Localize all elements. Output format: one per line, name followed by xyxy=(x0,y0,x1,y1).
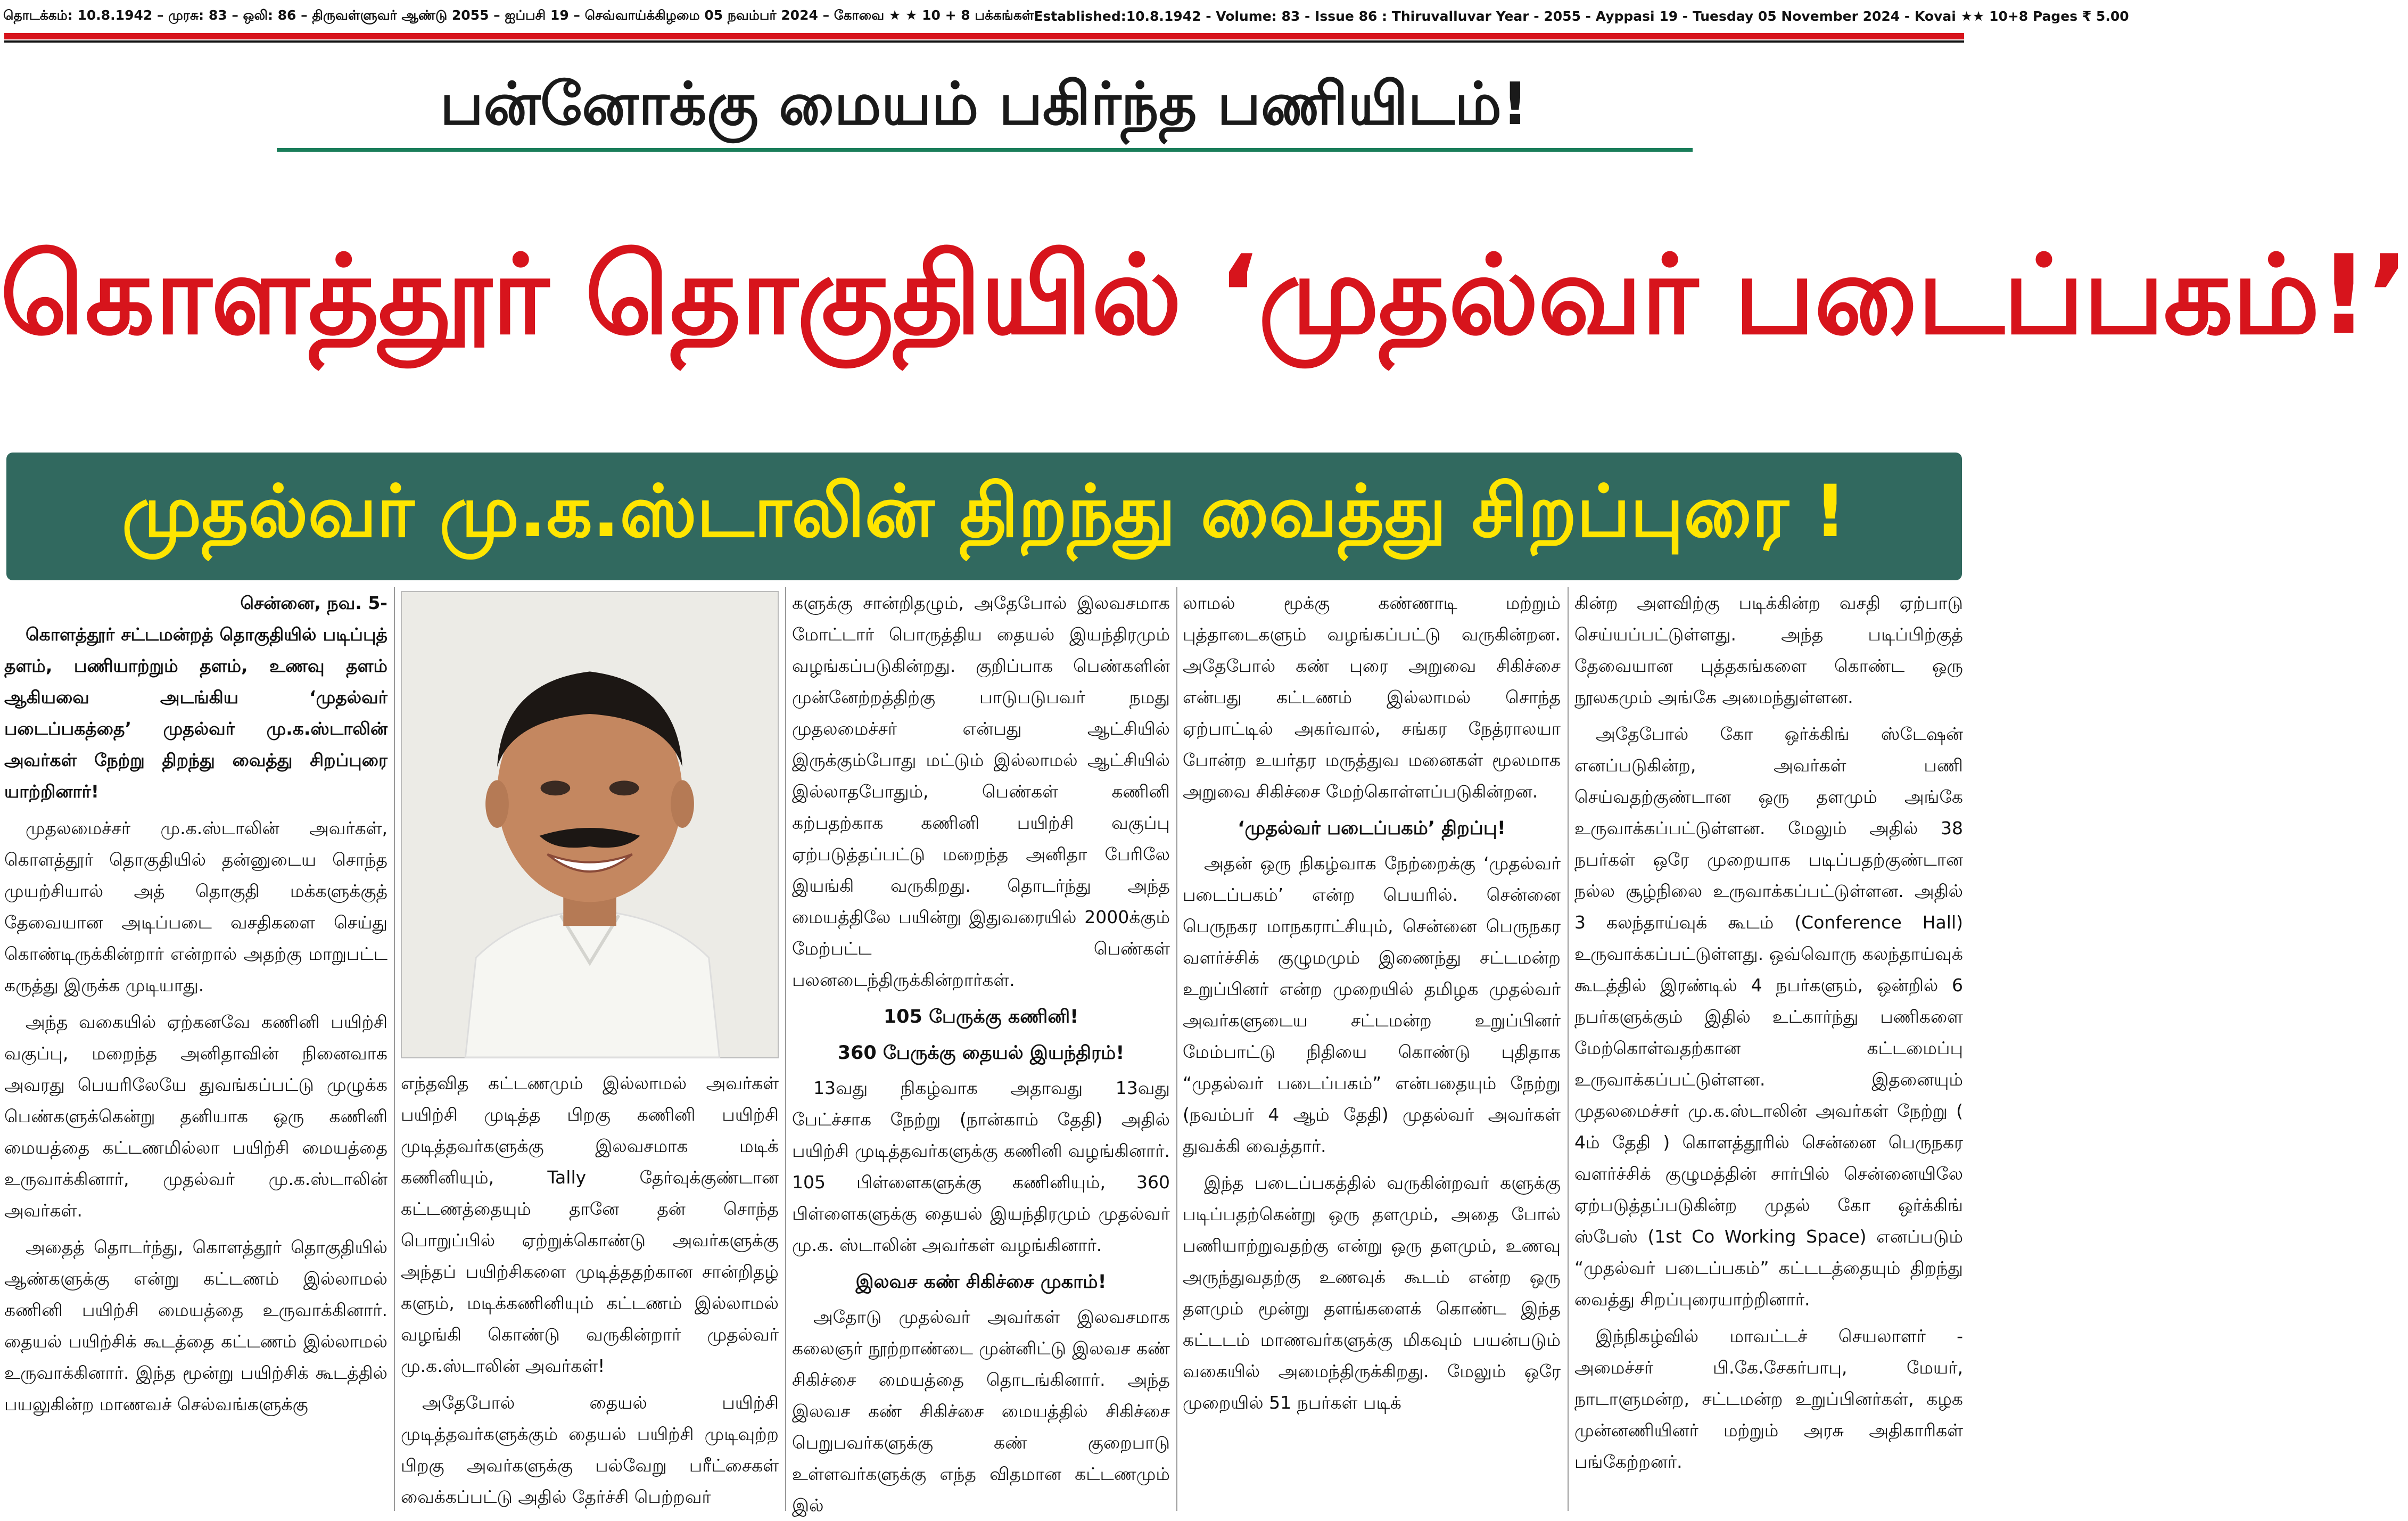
dateline: சென்னை, நவ. 5- xyxy=(240,593,387,613)
article-column-4 xyxy=(1183,587,1561,1511)
paragraph: எந்தவித கட்டணமும் இல்லாமல் அவர்கள் பயிற்சி முடித்த பிறகு கணினி பயிற்சி முடித்தவர்களுக்கு இலவசமாக மடிக் கணினியும், Tally தேர்வுக்குண்டான கட்டணத்தையும் தானே தன் சொந்த பொறுப்பில் ஏற்றுக்கொண்டு அவர்களுக்கு அந்தப் பயிற்சிகளை முடித்ததற்கான சான்றிதழ் களும், மடிக்கணினியும் கட்டணம் இல்லாமல் வழங்கி கொண்டு வருகின்றார் முதல்வர் மு.க.ஸ்டாலின் அவர்கள்! xyxy=(401,1073,779,1376)
column-divider xyxy=(785,587,786,1511)
paragraph: இந்த படைப்பகத்தில் வருகின்றவர் களுக்கு படிப்பதற்கென்று ஒரு தளமும், அதை போல் பணியாற்றுவதற்கு என்று ஒரு தளமும், உணவு அருந்துவதற்கு உணவுக் கூடம் என்ற ஒரு தளமும் மூன்று தளங்களைக் கொண்ட இந்த கட்டடம் மாணவர்களுக்கு மிகவும் பயன்படும் வகையில் அமைந்திருக்கிறது. மேலும் ஒரே முறையில் 51 நபர்கள் படிக் xyxy=(1183,1172,1561,1413)
column-divider xyxy=(1568,587,1569,1511)
portrait-illustration xyxy=(402,592,778,1057)
masthead xyxy=(0,0,2129,32)
article-column-3 xyxy=(792,587,1170,1516)
subhead-banner xyxy=(6,453,1962,580)
masthead-tamil: தொடக்கம்: 10.8.1942 – முரசு: 83 – ஒலி: 86 – திருவள்ளுவர் ஆண்டு 2055 – ஐப்பசி 19 – செவ்வாய்க்கிழமை 05 நவம்பர் 2024 – கோவை ★ ★ 10 + 8 பக்கங்கள் xyxy=(3,7,1034,23)
article-column-2 xyxy=(401,1067,779,1511)
paragraph: இந்நிகழ்வில் மாவட்டச் செயலாளர் - அமைச்சர் பி.கே.சேகர்பாபு, மேயர், நாடாளுமன்ற, சட்டமன்ற உறுப்பினர்கள், கழக முன்னணியினர் மற்றும் அரசு அதிகாரிகள் பங்கேற்றனர். xyxy=(1574,1326,1963,1472)
masthead-black-rule xyxy=(4,40,1964,43)
article-lede: கொளத்தூர் சட்டமன்றத் தொகுதியில் படிப்புத் தளம், பணியாற்றும் தளம், உணவு தளம் ஆகியவை அடங்கிய ‘முதல்வர் படைப்பகத்தை’ முதல்வர் மு.க.ஸ்டாலின் அவர்கள் நேற்று திறந்து வைத்து சிறப்புரை யாற்றினார்! xyxy=(4,624,387,802)
paragraph: லாமல் மூக்கு கண்ணாடி மற்றும் புத்தாடைகளும் வழங்கப்பட்டு வருகின்றன. அதேபோல் கண் புரை அறுவை சிகிச்சை என்பது கட்டணம் இல்லாமல் சொந்த ஏற்பாட்டில் அகர்வால், சங்கர நேத்ராலயா போன்ற உயர்தர மருத்துவ மனைகள் மூலமாக அறுவை சிகிச்சை மேற்கொள்ளப்படுகின்றன. xyxy=(1183,593,1561,802)
portrait-photo xyxy=(401,591,779,1058)
kicker-underline xyxy=(277,148,1693,152)
paragraph: களுக்கு சான்றிதழும், அதேபோல் இலவசமாக மோட்டார் பொருத்திய தையல் இயந்திரமும் வழங்கப்படுகின்றது. குறிப்பாக பெண்களின் முன்னேற்றத்திற்கு பாடுபடுபவர் நமது முதலமைச்சர் என்பது ஆட்சியில் இருக்கும்போது மட்டும் இல்லாமல் ஆட்சியில் இல்லாதபோதும், பெண்கள் கணினி கற்பதற்காக கணினி பயிற்சி வகுப்பு ஏற்படுத்தப்பட்டு மறைந்த அனிதா பேரிலே இயங்கி வருகிறது. தொடர்ந்து அந்த மையத்திலே பயின்று இதுவரையில் 2000க்கும் மேற்பட்ட பெண்கள் பலனடைந்திருக்கின்றார்கள். xyxy=(792,593,1170,990)
paragraph: 13வது நிகழ்வாக அதாவது 13வது பேட்ச்சாக நேற்று (நான்காம் தேதி) அதில் பயிற்சி முடித்தவர்களுக்கு கணினி வழங்கினார். 105 பிள்ளைகளுக்கு கணினியும், 360 பிள்ளைகளுக்கு தையல் இயந்திரமும் முதல்வர் மு.க. ஸ்டாலின் அவர்கள் வழங்கினார். xyxy=(792,1078,1170,1255)
paragraph: அதோடு முதல்வர் அவர்கள் இலவசமாக கலைஞர் நூற்றாண்டை முன்னிட்டு இலவச கண் சிகிச்சை மையத்தை தொடங்கினார். அந்த இலவச கண் சிகிச்சை மையத்தில் சிகிச்சை பெறுபவர்களுக்கு கண் குறைபாடு உள்ளவர்களுக்கு எந்த விதமான கட்டணமும் இல் xyxy=(792,1306,1170,1516)
subheading: 360 பேருக்கு தையல் இயந்திரம்! xyxy=(837,1042,1125,1064)
paragraph: முதலமைச்சர் மு.க.ஸ்டாலின் அவர்கள், கொளத்தூர் தொகுதியில் தன்னுடைய சொந்த முயற்சியால் அத் தொகுதி மக்களுக்குத் தேவையான அடிப்படை வசதிகளை செய்து கொண்டிருக்கின்றார் என்றால் அதற்கு மாறுபட்ட கருத்து இருக்க முடியாது. xyxy=(4,818,387,996)
kicker-headline: பன்னோக்கு மையம் பகிர்ந்த பணியிடம்! xyxy=(440,70,1529,138)
paragraph: கின்ற அளவிற்கு படிக்கின்ற வசதி ஏற்பாடு செய்யப்பட்டுள்ளது. அந்த படிப்பிற்குத் தேவையான புத்தகங்களை கொண்ட ஒரு நூலகமும் அங்கே அமைந்துள்ளன. xyxy=(1574,593,1963,708)
paragraph: அதைத் தொடர்ந்து, கொளத்தூர் தொகுதியில் ஆண்களுக்கு என்று கட்டணம் இல்லாமல் கணினி பயிற்சி மையத்தை உருவாக்கினார். தையல் பயிற்சிக் கூடத்தை கட்டணம் இல்லாமல் உருவாக்கினார். இந்த மூன்று பயிற்சிக் கூடத்தில் பயலுகின்ற மாணவச் செல்வங்களுக்கு xyxy=(4,1237,387,1415)
paragraph: அதேபோல் தையல் பயிற்சி முடித்தவர்களுக்கும் தையல் பயிற்சி முடிவுற்ற பிறகு அவர்களுக்கு பல்வேறு பரீட்சைகள் வைக்கப்பட்டு அதில் தேர்ச்சி பெற்றவர் xyxy=(401,1392,779,1507)
masthead-english: Established:10.8.1942 - Volume: 83 - Issue 86 : Thiruvalluvar Year - 2055 - Ayppasi 19 - Tuesday 05 November 2024 - Kovai ★★ 10+8 Pages ₹ 5.00 xyxy=(1034,8,2129,24)
paragraph: அந்த வகையில் ஏற்கனவே கணினி பயிற்சி வகுப்பு, மறைந்த அனிதாவின் நினைவாக அவரது பெயரிலேயே துவங்கப்பட்டு முழுக்க பெண்களுக்கென்று தனியாக ஒரு கணினி மையத்தை கட்டணமில்லா பயிற்சி மையத்தை உருவாக்கினார், முதல்வர் மு.க.ஸ்டாலின் அவர்கள். xyxy=(4,1012,387,1221)
paragraph: அதன் ஒரு நிகழ்வாக நேற்றைக்கு ‘முதல்வர் படைப்பகம்’ என்ற பெயரில். சென்னை பெருநகர மாநகராட்சியும், சென்னை பெருநகர வளர்ச்சிக் குழுமமும் இணைந்து சட்டமன்ற உறுப்பினர் என்ற முறையில் தமிழக முதல்வர் அவர்களுடைய சட்டமன்ற உறுப்பினர் மேம்பாட்டு நிதியை கொண்டு புதிதாக “முதல்வர் படைப்பகம்” என்பதையும் நேற்று (நவம்பர் 4 ஆம் தேதி) முதல்வர் அவர்கள் துவக்கி வைத்தார். xyxy=(1183,853,1561,1156)
main-headline: கொளத்தூர் தொகுதியில் ‘முதல்வர் படைப்பகம்!’ xyxy=(0,232,2408,359)
subheading: ‘முதல்வர் படைப்பகம்’ திறப்பு! xyxy=(1238,818,1506,839)
column-divider xyxy=(1176,587,1177,1511)
paragraph: அதேபோல் கோ ஒர்க்கிங் ஸ்டேஷன் எனப்படுகின்ற, அவர்கள் பணி செய்வதற்குண்டான ஒரு தளமும் அங்கே உருவாக்கப்பட்டுள்ளன. மேலும் அதில் 38 நபர்கள் ஒரே முறையாக படிப்பதற்குண்டான நல்ல சூழ்நிலை உருவாக்கப்பட்டுள்ளன. அதில் 3 கலந்தாய்வுக் கூடம் (Conference Hall) உருவாக்கப்பட்டுள்ளது. ஒவ்வொரு கலந்தாய்வுக் கூடத்தில் இரண்டில் 4 நபர்களும், ஒன்றில் 6 நபர்களுக்கும் இதில் உட்கார்ந்து பணிகளை மேற்கொள்வதற்கான கட்டமைப்பு உருவாக்கப்பட்டுள்ளன. இதனையும் முதலமைச்சர் மு.க.ஸ்டாலின் அவர்கள் நேற்று ( 4ம் தேதி ) கொளத்தூரில் சென்னை பெருநகர வளர்ச்சிக் குழுமத்தின் சார்பில் சென்னையிலே ஏற்படுத்தப்படுகின்ற முதல் கோ ஒர்க்கிங் ஸ்பேஸ் (1st Co Working Space) எனப்படும் “முதல்வர் படைப்பகம்” கட்டடத்தையும் திறந்து வைத்து சிறப்புரையாற்றினார். xyxy=(1574,723,1963,1310)
subheading: இலவச கண் சிகிச்சை முகாம்! xyxy=(855,1271,1107,1293)
article-column-5 xyxy=(1574,587,1963,1511)
column-divider xyxy=(394,587,395,1511)
subhead-banner-text: முதல்வர் மு.க.ஸ்டாலின் திறந்து வைத்து சிறப்புரை ! xyxy=(121,470,1847,553)
subheading: 105 பேருக்கு கணினி! xyxy=(883,1006,1079,1027)
masthead-red-rule xyxy=(4,33,1964,39)
article-column-1 xyxy=(4,587,387,1511)
